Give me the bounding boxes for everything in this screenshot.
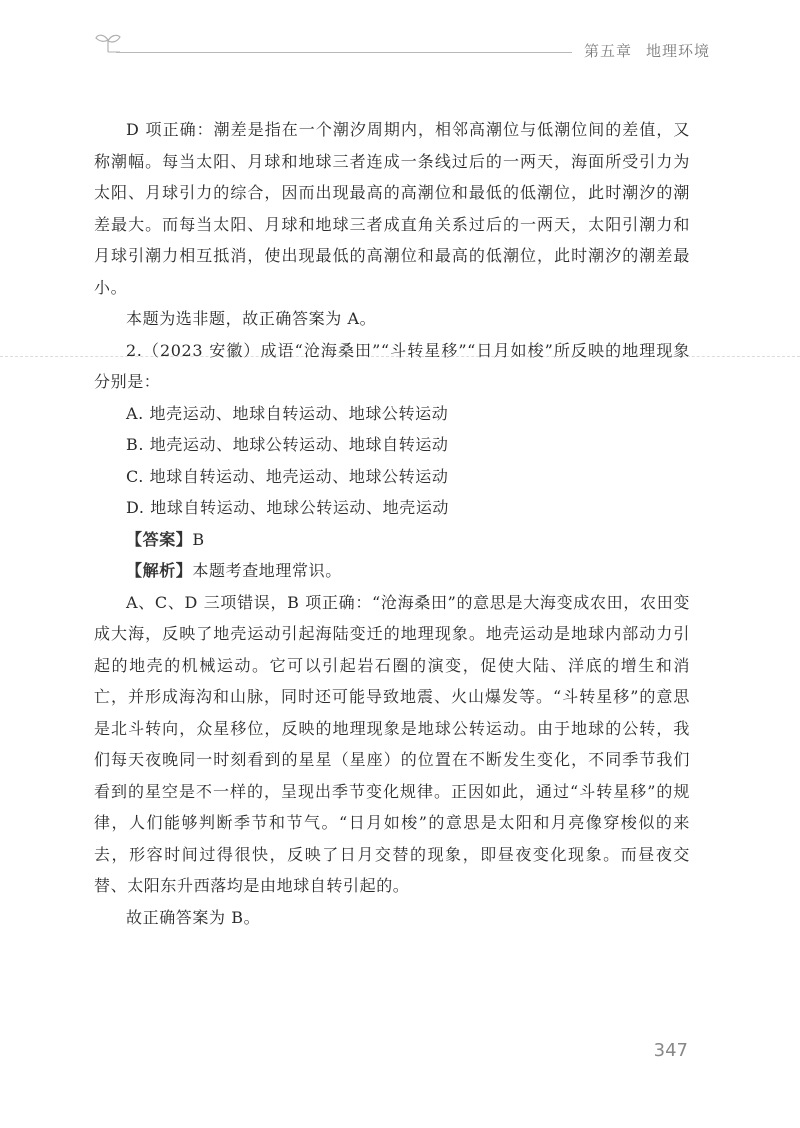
- analysis-line: [94, 555, 690, 587]
- chapter-heading: [584, 40, 710, 61]
- answer-label: 【答案】: [126, 529, 193, 549]
- answer-value: B: [192, 529, 205, 549]
- paragraph-d-explanation: D 项正确：潮差是指在一个潮汐周期内，相邻高潮位与低潮位间的差值，又称潮幅。每当太阳、月球和地球三者连成一条线过后的一两天，海面所受引力为太阳、月球引力的综合，因而出现最高的高潮位和最低的低潮位，此时潮汐的潮差最大。而每当太阳、月球和地球三者成直角关系过后的一两天，太阳引潮力和月球引潮力相互抵消，使出现最低的高潮位和最高的低潮位，此时潮汐的潮差最小。: [94, 120, 690, 297]
- sprout-icon: [94, 30, 122, 54]
- page-number: 347: [653, 1040, 688, 1061]
- running-header: [90, 30, 710, 70]
- analysis-label: 【解析】: [126, 561, 193, 580]
- option-a: A. 地壳运动、地球自转运动、地球公转运动: [126, 403, 449, 423]
- paragraph-conclusion-2: 故正确答案为 B。: [126, 907, 261, 927]
- answer-line: [94, 524, 690, 556]
- analysis-body: A、C、D 三项错误，B 项正确：“沧海桑田”的意思是大海变成农田，农田变成大海，反映了地壳运动引起海陆变迁的地理现象。地壳运动是地球内部动力引起的地壳的机械运动。它可以引起岩石圈的演变，促使大陆、洋底的增生和消亡，并形成海沟和山脉，同时还可能导致地震、火山爆发等。“斗转星移”的意思是北斗转向，众星移位，反映的地理现象是地球公转运动。由于地球的公转，我们每天夜晚同一时刻看到的星星（星座）的位置在不断发生变化，不同季节我们看到的星空是不一样的，呈现出季节变化规律。正因如此，通过“斗转星移”的规律，人们能够判断季节和节气。“日月如梭”的意思是太阳和月亮像穿梭似的来去，形容时间过得很快，反映了日月交替的现象，即昼夜变化现象。而昼夜交替、太阳东升西落均是由地球自转引起的。: [94, 592, 690, 895]
- header-rule: [116, 52, 572, 53]
- option-b: B. 地壳运动、地球公转运动、地球自转运动: [126, 435, 449, 454]
- paragraph-conclusion-1: 本题为选非题，故正确答案为 A。: [126, 309, 377, 328]
- analysis-value: 本题考查地理常识。: [192, 561, 342, 580]
- body-text: [94, 114, 690, 933]
- question-2: 2.（2023 安徽）成语“沧海桑田”“斗转星移”“日月如梭”所反映的地理现象分别是：: [94, 340, 690, 391]
- option-c: C. 地球自转运动、地壳运动、地球公转运动: [126, 466, 449, 486]
- chapter-title: 地理环境: [645, 42, 710, 60]
- chapter-number: 第五章: [583, 42, 632, 60]
- option-d: D. 地球自转运动、地球公转运动、地壳运动: [126, 498, 450, 517]
